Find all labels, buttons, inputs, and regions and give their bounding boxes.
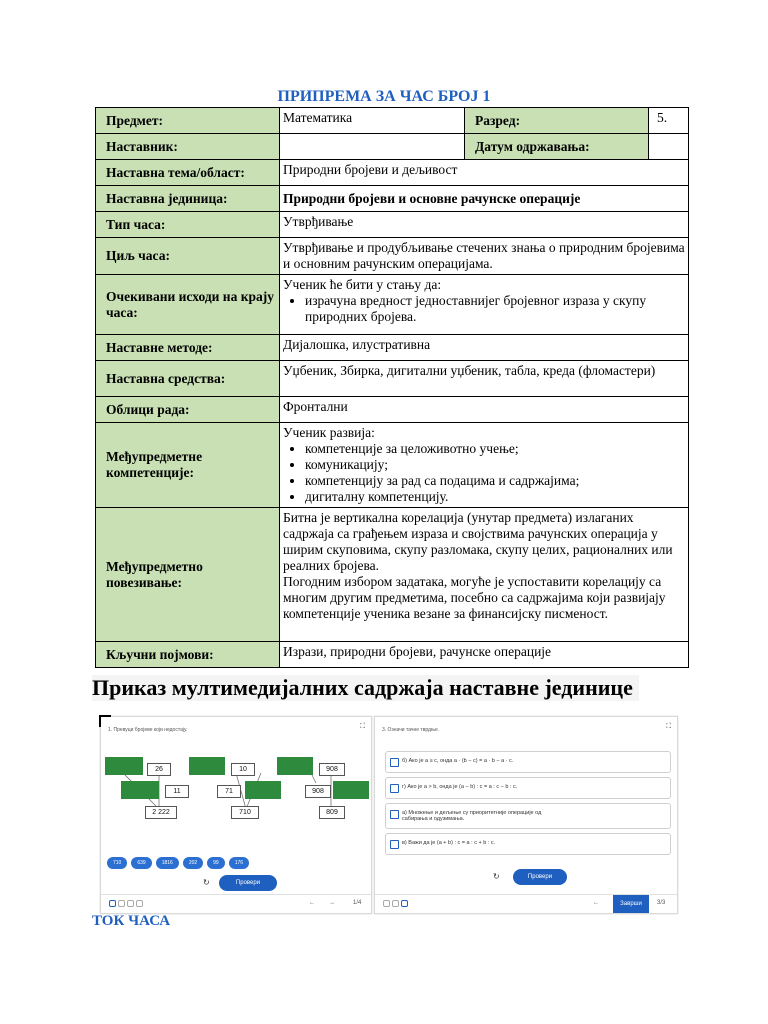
question-text: 3. Означи тачне тврдње. — [382, 727, 440, 733]
option-text: б) Ако је a ≥ c, онда a · (b − c) = a · b − a · c. — [402, 758, 514, 764]
checkbox[interactable] — [390, 810, 399, 819]
arrow-right-icon[interactable]: → — [329, 900, 335, 906]
grade-label: Разред: — [465, 108, 649, 134]
subject-label: Предмет: — [96, 108, 280, 134]
teacher-label: Наставник: — [96, 134, 280, 160]
draggable-chip[interactable]: 176 — [229, 857, 249, 869]
page-indicator: 3/3 — [657, 900, 666, 906]
competences-intro: Ученик развија: — [283, 425, 375, 440]
number-box: 809 — [319, 806, 345, 819]
number-chips — [107, 857, 249, 869]
outcomes-label: Очекивани исходи на крају часа: — [96, 275, 280, 335]
number-box: 71 — [217, 785, 241, 798]
keywords-label: Кључни појмови: — [96, 642, 280, 668]
lesson-flow-heading: ТОК ЧАСА — [92, 913, 171, 929]
draggable-chip[interactable]: 639 — [131, 857, 151, 869]
progress-dot[interactable] — [127, 900, 134, 907]
draggable-chip[interactable]: 202 — [183, 857, 203, 869]
correlation-paragraph: Битна је вертикална корелација (унутар предмета) излаганих садржаја са грађењем израза и својствима рачунских операција у ширим скуповима, скупу разломака, скупу целих, рационалних или реалних бројева. — [283, 510, 673, 573]
methods-label: Наставне методе: — [96, 335, 280, 361]
answer-option[interactable] — [385, 751, 671, 773]
drop-slot[interactable] — [333, 781, 369, 799]
competence-item: • дигиталну компетенцију. — [305, 489, 685, 505]
expand-icon[interactable]: ⛶ — [666, 723, 671, 730]
finish-button[interactable]: Заврши — [613, 895, 649, 913]
exercise-screenshot-2 — [374, 716, 678, 914]
page-indicator: 1/4 — [353, 900, 362, 906]
option-text: в) Важи да је (a + b) : c = a : c + b : c. — [402, 840, 496, 846]
correlation-paragraph: Погодним избором задатака, могуће је успоставити корелацију са многим другим предметима, посебно са садржајима који развијају компетенције ученика везане за финансијску писменост. — [283, 574, 666, 621]
grade-value: 5. — [649, 108, 689, 134]
number-box: 11 — [165, 785, 189, 798]
type-label: Тип часа: — [96, 212, 280, 238]
number-box: 10 — [231, 763, 255, 776]
answer-option[interactable] — [385, 777, 671, 799]
unit-label: Наставна јединица: — [96, 186, 280, 212]
number-box: 26 — [147, 763, 171, 776]
checkbox[interactable] — [390, 784, 399, 793]
answer-option[interactable] — [385, 833, 671, 855]
outcome-item: • израчуна вредност једноставнијег бројевног израза у скупу природних бројева. — [305, 293, 685, 325]
topic-label: Наставна тема/област: — [96, 160, 280, 186]
forms-label: Облици рада: — [96, 397, 280, 423]
correlation-cell — [280, 508, 689, 642]
drop-slot[interactable] — [245, 781, 281, 799]
arrow-left-icon[interactable]: ← — [309, 900, 315, 906]
teacher-value — [280, 134, 465, 160]
drop-slot[interactable] — [277, 757, 313, 775]
option-text: a) Множење и дељење су приоритетније операције од сабирања и одузимања. — [402, 810, 542, 822]
progress-dot[interactable] — [401, 900, 408, 907]
reload-icon[interactable]: ↻ — [203, 878, 210, 887]
exercise-footer — [101, 894, 371, 913]
competences-cell — [280, 423, 689, 508]
progress-dot[interactable] — [109, 900, 116, 907]
progress-dots — [383, 900, 408, 907]
unit-value: Природни бројеви и основне рачунске операције — [280, 186, 689, 212]
check-button[interactable]: Провери — [219, 875, 277, 891]
means-label: Наставна средства: — [96, 361, 280, 397]
exercise-footer — [375, 894, 677, 913]
forms-value: Фронтални — [280, 397, 689, 423]
subject-value: Математика — [280, 108, 465, 134]
arrow-left-icon[interactable]: ← — [593, 900, 599, 906]
reload-icon[interactable]: ↻ — [493, 872, 500, 881]
check-button[interactable]: Провери — [513, 869, 567, 885]
number-box: 2 222 — [145, 806, 177, 819]
progress-dots — [109, 900, 143, 907]
progress-dot[interactable] — [383, 900, 390, 907]
outcomes-intro: Ученик ће бити у стању да: — [283, 277, 442, 292]
progress-dot[interactable] — [118, 900, 125, 907]
outcomes-cell — [280, 275, 689, 335]
page-title: ПРИПРЕМА ЗА ЧАС БРОЈ 1 — [277, 88, 491, 105]
competence-item: • компетенције за целоживотно учење; — [305, 441, 685, 457]
means-value: Уџбеник, Збирка, дигитални уџбеник, табла, креда (фломастери) — [280, 361, 689, 397]
keywords-value: Изрази, природни бројеви, рачунске операције — [280, 642, 689, 668]
expand-icon[interactable]: ⛶ — [360, 723, 365, 730]
number-box: 908 — [319, 763, 345, 776]
number-box: 908 — [305, 785, 331, 798]
date-label: Датум одржавања: — [465, 134, 649, 160]
multimedia-heading: Приказ мултимедијалних садржаја наставне јединице — [92, 675, 639, 701]
exercise-screenshot-1 — [100, 716, 372, 914]
draggable-chip[interactable]: 710 — [107, 857, 127, 869]
checkbox[interactable] — [390, 758, 399, 767]
checkbox[interactable] — [390, 840, 399, 849]
drop-slot[interactable] — [105, 757, 143, 775]
correlation-label: Међупредметно повезивање: — [96, 508, 280, 642]
competence-item: • комуникацију; — [305, 457, 685, 473]
question-text: 1. Превуци бројеве који недостају. — [108, 727, 188, 733]
competence-item: • компетенцију за рад са подацима и садржајима; — [305, 473, 685, 489]
date-value — [649, 134, 689, 160]
methods-value: Дијалошка, илустративна — [280, 335, 689, 361]
option-text: г) Ако је a > b, онда је (a − b) : c = a : c − b : c. — [402, 784, 518, 790]
drop-slot[interactable] — [121, 781, 159, 799]
lesson-plan-table — [95, 107, 689, 668]
goal-value: Утврђивање и продубљивање стечених знања о природним бројевима и основним рачунским операцијама. — [280, 238, 689, 275]
competences-label: Међупредметне компетенције: — [96, 423, 280, 508]
draggable-chip[interactable]: 1816 — [156, 857, 179, 869]
type-value: Утврђивање — [280, 212, 689, 238]
goal-label: Циљ часа: — [96, 238, 280, 275]
progress-dot[interactable] — [136, 900, 143, 907]
answer-option[interactable] — [385, 803, 671, 829]
draggable-chip[interactable]: 99 — [207, 857, 225, 869]
topic-value: Природни бројеви и дељивост — [280, 160, 689, 186]
drop-slot[interactable] — [189, 757, 225, 775]
progress-dot[interactable] — [392, 900, 399, 907]
number-box: 710 — [231, 806, 259, 819]
